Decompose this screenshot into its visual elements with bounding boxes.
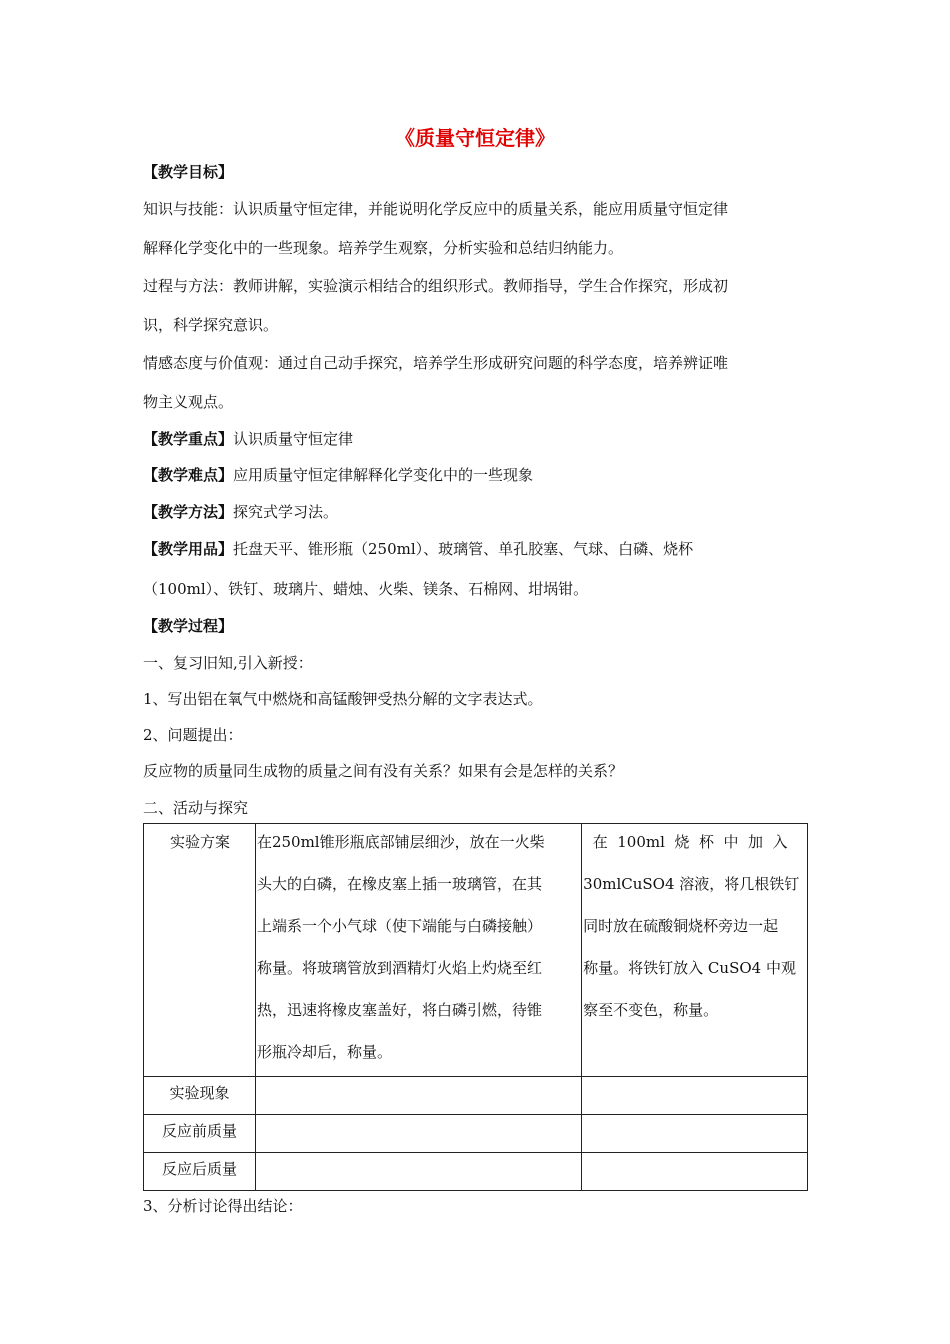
empty-cell <box>582 1153 808 1191</box>
method-heading: 【教学方法】 <box>143 503 234 521</box>
plan-b-line: 在 100ml 烧 杯 中 加 入 <box>583 833 788 851</box>
plan-a-line: 头大的白磷，在橡皮塞上插一玻璃管，在其 <box>256 875 542 893</box>
plan-a-line: 称量。将玻璃管放到酒精灯火焰上灼烧至红 <box>256 959 542 977</box>
knowledge-line-1: 知识与技能：认识质量守恒定律，并能说明化学反应中的质量关系，能应用质量守恒定律 <box>143 200 729 218</box>
process-method-line-2: 识，科学探究意识。 <box>143 316 279 334</box>
empty-cell <box>255 1077 581 1115</box>
row-label-mass-after: 反应后质量 <box>144 1153 256 1191</box>
empty-cell <box>255 1115 581 1153</box>
step-2: 二、活动与探究 <box>143 799 249 817</box>
plan-b-line: 察至不变色，称量。 <box>583 1001 719 1019</box>
supplies-text-1: 托盘天平、锥形瓶（250ml）、玻璃管、单孔胶塞、气球、白磷、烧杯 <box>233 540 694 558</box>
plan-b-line: 30mlCuSO4 溶液，将几根铁钉 <box>583 875 800 893</box>
step-1-question-2-text: 反应物的质量同生成物的质量之间有没有关系？如果有会是怎样的关系？ <box>143 762 624 780</box>
table-row <box>144 1077 808 1115</box>
difficulty-heading: 【教学难点】 <box>143 466 234 484</box>
difficulty-point <box>143 463 813 487</box>
plan-b-line: 称量。将铁钉放入 CuSO4 中观 <box>583 959 796 977</box>
plan-b-cell <box>582 824 808 1077</box>
table-row <box>144 1115 808 1153</box>
plan-a-line: 热，迅速将橡皮塞盖好，将白磷引燃，待锥 <box>256 1001 542 1019</box>
step-1-question-2: 2、问题提出： <box>143 726 243 744</box>
knowledge-line-2: 解释化学变化中的一些现象。培养学生观察，分析实验和总结归纳能力。 <box>143 239 624 257</box>
document-title: 《质量守恒定律》 <box>395 126 555 150</box>
plan-a-line: 在250ml锥形瓶底部铺层细沙，放在一火柴 <box>256 833 545 851</box>
plan-a-line: 形瓶冷却后，称量。 <box>256 1043 392 1061</box>
supplies-heading: 【教学用品】 <box>143 540 234 558</box>
method-point <box>143 500 813 524</box>
process-method-line-1: 过程与方法：教师讲解，实验演示相结合的组织形式。教师指导，学生合作探究，形成初 <box>143 277 729 295</box>
method-text: 探究式学习法。 <box>233 503 339 521</box>
table-row <box>144 824 808 1077</box>
empty-cell <box>582 1077 808 1115</box>
plan-a-line: 上端系一个小气球（使下端能与白磷接触） <box>256 917 542 935</box>
key-text: 认识质量守恒定律 <box>233 430 354 448</box>
row-label-phenomenon: 实验现象 <box>144 1077 256 1115</box>
supplies-line-2: （100ml）、铁钉、玻璃片、蜡烛、火柴、镁条、石棉网、坩埚钳。 <box>143 580 589 598</box>
step-1-question-1: 1、写出铝在氧气中燃烧和高锰酸钾受热分解的文字表达式。 <box>143 690 543 708</box>
key-heading: 【教学重点】 <box>143 430 234 448</box>
experiment-table <box>143 823 808 1191</box>
supplies-point <box>143 537 813 561</box>
process-heading: 【教学过程】 <box>143 617 234 635</box>
emotion-line-2: 物主义观点。 <box>143 393 234 411</box>
key-point <box>143 427 813 451</box>
step-1: 一、复习旧知,引入新授： <box>143 654 313 672</box>
table-row <box>144 1153 808 1191</box>
difficulty-text: 应用质量守恒定律解释化学变化中的一些现象 <box>233 466 534 484</box>
plan-b-line: 同时放在硫酸铜烧杯旁边一起 <box>583 917 779 935</box>
step-3: 3、分析讨论得出结论： <box>143 1197 303 1215</box>
empty-cell <box>255 1153 581 1191</box>
plan-a-cell <box>255 824 581 1077</box>
emotion-line-1: 情感态度与价值观：通过自己动手探究，培养学生形成研究问题的科学态度，培养辨证唯 <box>143 354 729 372</box>
row-label-mass-before: 反应前质量 <box>144 1115 256 1153</box>
row-label-plan: 实验方案 <box>144 824 256 1077</box>
objectives-heading: 【教学目标】 <box>143 163 234 181</box>
empty-cell <box>582 1115 808 1153</box>
